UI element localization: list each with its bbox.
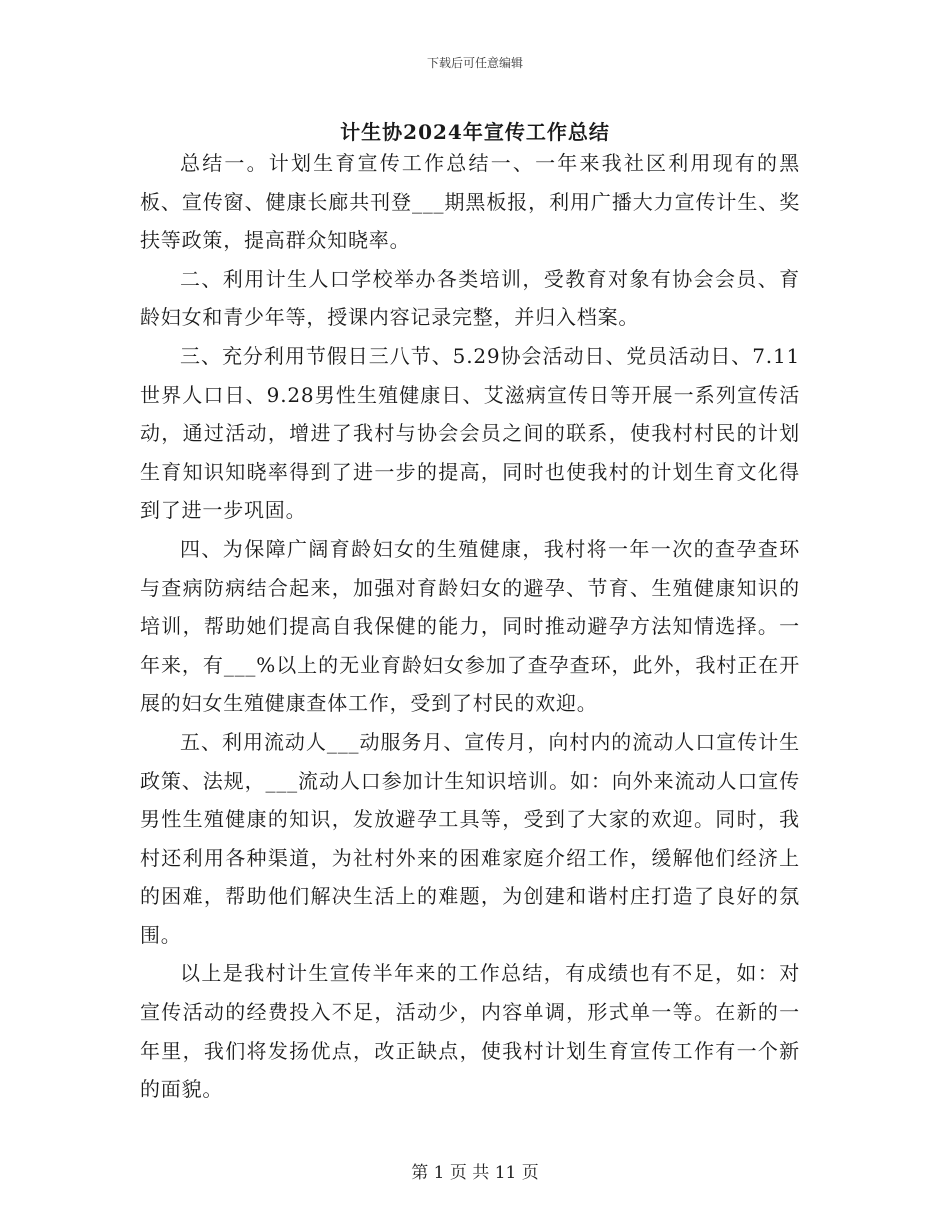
paragraph-point-two: 二、利用计生人口学校举办各类培训，受教育对象有协会会员、育龄妇女和青少年等，授课内容记录完整，并归入档案。	[140, 266, 800, 330]
paragraph-point-five: 五、利用流动人___动服务月、宣传月，向村内的流动人口宣传计生政策、法规，___流动人口参加计生知识培训。如：向外来流动人口宣传男性生殖健康的知识，发放避孕工具等，受到了大家的欢迎。同时，我村还利用各种渠道，为社村外来的困难家庭介绍工作，缓解他们经济上的困难，帮助他们解决生活上的难题，为创建和谐村庄打造了良好的氛围。	[140, 729, 800, 947]
document-body	[140, 144, 800, 1109]
paragraph-conclusion: 以上是我村计生宣传半年来的工作总结，有成绩也有不足，如：对宣传活动的经费投入不足，活动少，内容单调，形式单一等。在新的一年里，我们将发扬优点，改正缺点，使我村计划生育宣传工作有一个新的面貌。	[140, 961, 800, 1102]
document-title: 计生协2024年宣传工作总结	[340, 120, 610, 144]
paragraph-point-three: 三、充分利用节假日三八节、5.29协会活动日、党员活动日、7.11世界人口日、9.28男性生殖健康日、艾滋病宣传日等开展一系列宣传活动，通过活动，增进了我村与协会会员之间的联系，使我村村民的计划生育知识知晓率得到了进一步的提高，同时也使我村的计划生育文化得到了进一步巩固。	[140, 343, 800, 523]
page-number-footer: 第 1 页 共 11 页	[411, 1163, 539, 1183]
page-header-note: 下载后可任意编辑	[426, 56, 523, 70]
paragraph-summary-one: 总结一。计划生育宣传工作总结一、一年来我社区利用现有的黑板、宣传窗、健康长廊共刊登___期黑板报，利用广播大力宣传计生、奖扶等政策，提高群众知晓率。	[140, 151, 800, 253]
paragraph-point-four: 四、为保障广阔育龄妇女的生殖健康，我村将一年一次的查孕查环与查病防病结合起来，加强对育龄妇女的避孕、节育、生殖健康知识的培训，帮助她们提高自我保健的能力，同时推动避孕方法知情选择。一年来，有___%以上的无业育龄妇女参加了查孕查环，此外，我村正在开展的妇女生殖健康查体工作，受到了村民的欢迎。	[140, 536, 800, 716]
